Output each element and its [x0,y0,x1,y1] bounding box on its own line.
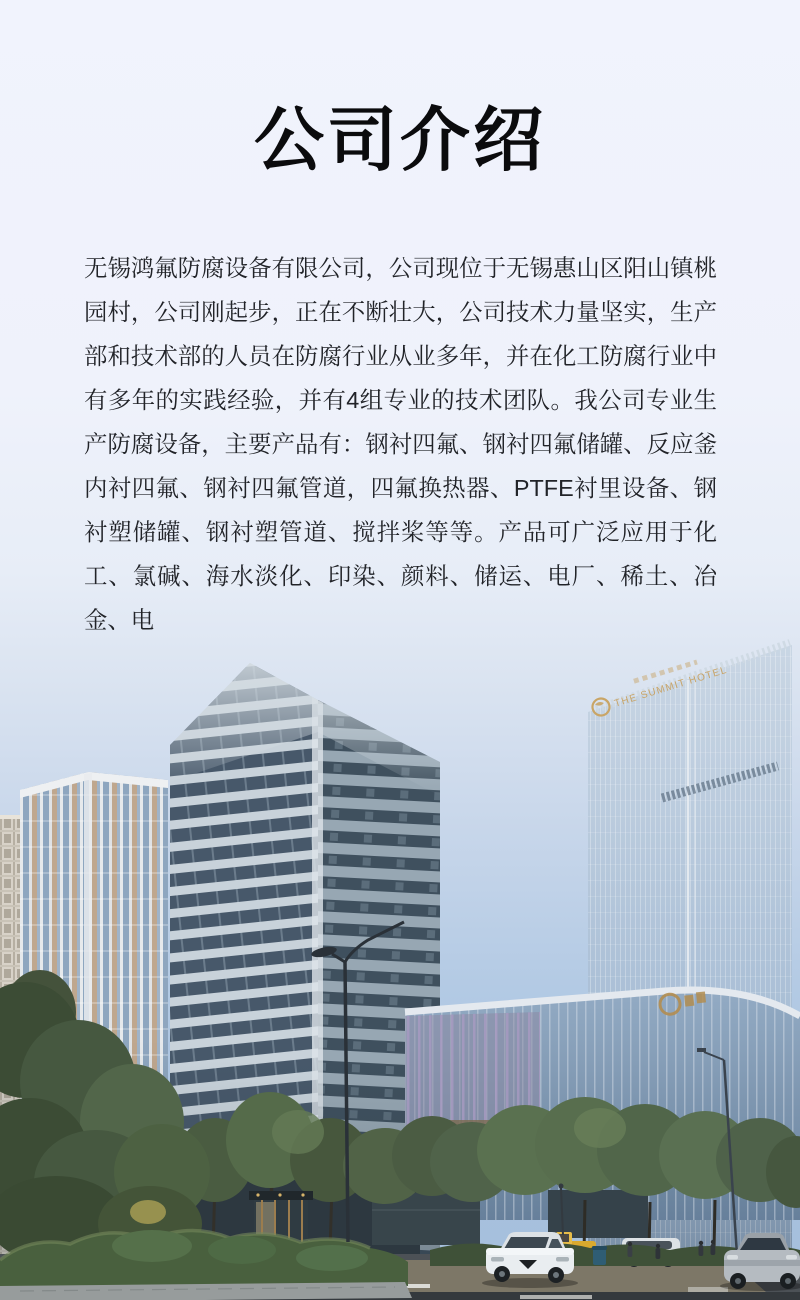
lane-marking [520,1295,592,1299]
company-description: 无锡鸿氟防腐设备有限公司，公司现位于无锡惠山区阳山镇桃园村，公司刚起步，正在不断壮大，公司技术力量坚实，生产部和技术部的人员在防腐行业从业多年，并在化工防腐行业中有多年的实践经验，并有4组专业的技术团队。我公司专业生产防腐设备，主要产品有：钢衬四氟、钢衬四氟储罐、反应釜内衬四氟、钢衬四氟管道，四氟换热器、PTFE衬里设备、钢衬塑储罐、钢衬塑管道、搅拌桨等等。产品可广泛应用于化工、氯碱、海水淡化、印染、颜料、储运、电厂、稀土、冶金、电 [84,255,717,633]
golden-shrub [130,1200,166,1224]
page-title: 公司介绍 [254,101,546,179]
hotel-sign-text: THE SUMMIT HOTEL [613,664,729,710]
trash-bin [592,1246,607,1265]
city-photo [0,560,800,1300]
lane-marking [688,1287,728,1292]
